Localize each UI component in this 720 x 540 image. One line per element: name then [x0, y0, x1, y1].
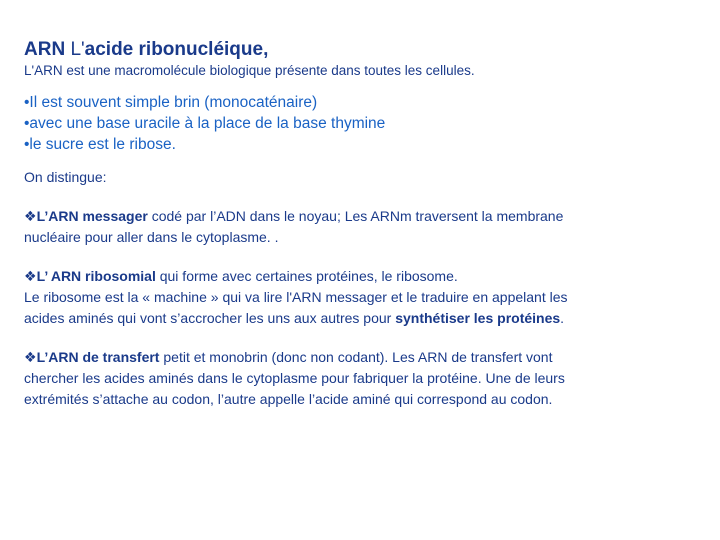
diamond-bullet-icon: ❖	[24, 349, 37, 365]
transfer-term: L’ARN de transfert	[36, 349, 160, 365]
transfer-paragraph	[24, 347, 704, 410]
messenger-term: L’ARN messager	[36, 208, 148, 224]
title-arn: ARN	[24, 39, 66, 60]
ribosomal-paragraph	[24, 266, 704, 329]
messenger-paragraph	[24, 206, 704, 248]
transfer-line3: extrémités s’attache au codon, l’autre appelle l’acide aminé qui correspond au codon.	[24, 391, 553, 407]
distinguish-text: On distingue:	[24, 169, 107, 185]
slide-title	[24, 38, 704, 62]
transfer-line2: chercher les acides aminés dans le cytoplasme pour fabriquer la protéine. Une de leurs	[24, 370, 565, 386]
ribosomal-line3c: .	[560, 310, 565, 326]
intro-text: L'ARN est une macromolécule biologique présente dans toutes les cellules.	[24, 63, 475, 78]
messenger-text2: nucléaire pour aller dans le cytoplasme. .	[24, 229, 279, 245]
ribosomal-line3b: synthétiser les protéines	[395, 310, 561, 326]
ribosomal-line2: Le ribosome est la « machine » qui va lire l'ARN messager et le traduire en appelant les	[24, 289, 568, 305]
bullet-ribose: •le sucre est le ribose.	[24, 136, 176, 153]
diamond-bullet-icon: ❖	[24, 268, 37, 284]
ribosomal-line3a: acides aminés qui vont s’accrocher les uns aux autres pour	[24, 310, 396, 326]
title-l: L'	[70, 39, 85, 60]
messenger-text: codé par l’ADN dans le noyau; Les ARNm traversent la membrane	[147, 208, 564, 224]
bullet-single-strand: •Il est souvent simple brin (monocaténaire)	[24, 94, 318, 111]
title-rest: acide ribonucléique,	[84, 39, 269, 60]
transfer-text: petit et monobrin (donc non codant). Les ARN de transfert vont	[159, 349, 553, 365]
bullet-uracil: •avec une base uracile à la place de la base thymine	[24, 115, 386, 132]
ribosomal-term: L’ ARN ribosomial	[36, 268, 156, 284]
slide-content	[24, 38, 704, 410]
ribosomal-text: qui forme avec certaines protéines, le ribosome.	[155, 268, 458, 284]
diamond-bullet-icon: ❖	[24, 208, 37, 224]
